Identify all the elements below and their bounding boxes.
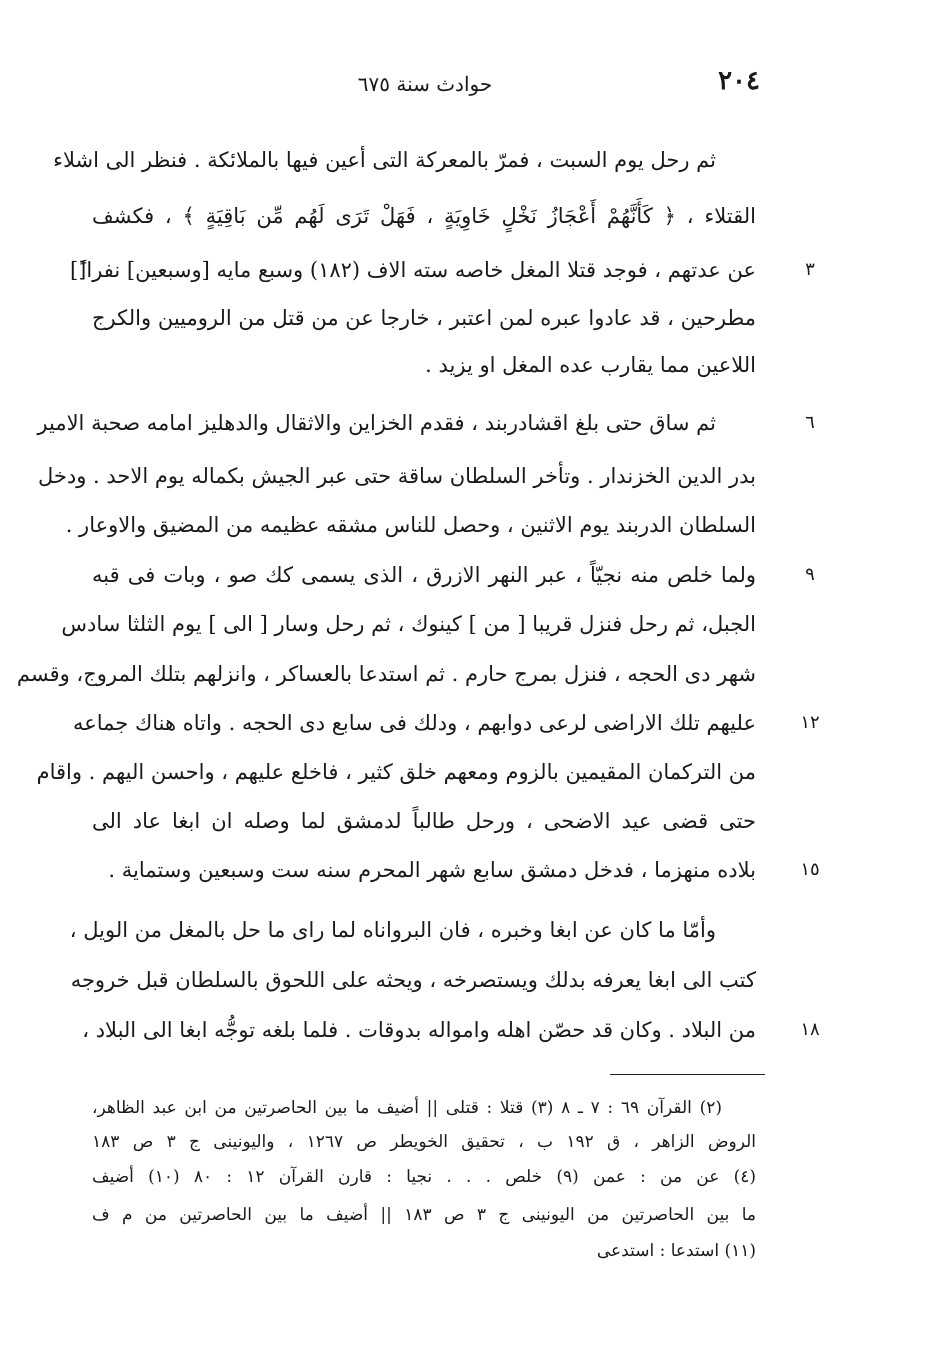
body-line: من البلاد . وكان قد حصّن اهله وامواله بدوقات . فلما بلغه توجُّه ابغا الى البلاد ، <box>82 1018 756 1042</box>
body-line: اللاعين مما يقارب عده المغل او يزيد . <box>425 353 756 377</box>
body-line: القتلاء ، ﴿ كَأَنَّهُمْ أَعْجَازُ نَخْلٍ خَاوِيَةٍ ، فَهَلْ تَرَى لَهُم مِّن بَاقِيَةٍ ﴾ ، فكشف <box>92 204 756 228</box>
footnote-line: (١١) استدعا : استدعى <box>596 1241 756 1261</box>
running-title: حوادث سنة ٦٧٥ <box>357 72 493 96</box>
page-header <box>90 66 760 106</box>
body-line: ولما خلص منه نجيّاً ، عبر النهر الازرق ، الذى يسمى كك صو ، وبات فى قبه <box>92 563 756 587</box>
line-number: ١٨ <box>800 1019 820 1040</box>
line-number: ٦ <box>805 412 815 433</box>
body-line: الجبل، ثم رحل فنزل قريبا [ من ] كينوك ، ثم رحل وسار [ الى ] يوم الثلثا سادس <box>61 612 756 636</box>
body-line: ثم رحل يوم السبت ، فمرّ بالمعركة التى أعين فيها بالملائكة . فنظر الى اشلاء <box>53 148 716 172</box>
footnote-line: الروض الزاهر ، ق ١٩٢ ب ، تحقيق الخويطر ص ١٢٦٧ ، واليونينى ج ٣ ص ١٨٣ <box>92 1132 757 1152</box>
body-line: بلاده منهزما ، فدخل دمشق سابع شهر المحرم سنه ست وسبعين وستماية . <box>108 858 756 882</box>
body-line: بدر الدين الخزندار . وتأخر السلطان ساقة حتى عبر الجيش بكماله يوم الاحد . ودخل <box>37 464 756 488</box>
body-line: من التركمان المقيمين بالزوم ومعهم خلق كثير ، فاخلع عليهم ، واحسن اليهم . واقام <box>36 760 756 784</box>
line-number: ١٥ <box>800 859 820 880</box>
body-line: عليهم تلك الاراضى لرعى دوابهم ، ودلك فى سابع دى الحجه . واتاه هناك جماعه <box>72 711 756 735</box>
body-line: حتى قضى عيد الاضحى ، ورحل طالباً لدمشق لما وصله ان ابغا عاد الى <box>92 809 756 833</box>
line-number: ٣ <box>805 259 815 280</box>
body-line: شهر دى الحجه ، فنزل بمرج حارم . ثم استدعا بالعساكر ، وانزلهم بتلك المروج، وقسم <box>16 662 756 686</box>
footnote-line: (٢) القرآن ٦٩ : ٧ ـ ٨ (٣) قتلا : قتلى || أضيف ما بين الحاصرتين من ابن عبد الظاهر، <box>92 1098 722 1118</box>
body-line: كتب الى ابغا يعرفه بدلك ويستصرخه ، ويحثه على اللحوق بالسلطان قبل خروجه <box>70 968 756 992</box>
body-line: السلطان الدربند يوم الاثنين ، وحصل للناس مشقه عظيمه من المضيق والاوعار . <box>65 513 756 537</box>
body-line: مطرحين ، قد عادوا عبره لمن اعتبر ، خارجا عن من قتل من الروميين والكرج <box>92 306 756 330</box>
line-number: ٩ <box>805 564 815 585</box>
footnote-separator <box>610 1074 765 1075</box>
line-number: ١٢ <box>800 712 820 733</box>
body-line: وأمّا ما كان عن ابغا وخبره ، فان البرواناه لما راى ما حل بالمغل من الويل ، <box>69 918 716 942</box>
page-number: ٢٠٤ <box>718 66 760 96</box>
footnote-line: ما بين الحاصرتين من اليونينى ج ٣ ص ١٨٣ || أضيف ما بين الحاصرتين من م ف <box>92 1205 756 1225</box>
footnote-line: (٤) عن من : عمن (٩) خلص . . . نجيا : قارن القرآن ١٢ : ٨٠ (١٠) أضيف <box>92 1167 756 1187</box>
body-line: عن عدتهم ، فوجد قتلا المغل خاصه سته الاف (١٨٢) وسبع مايه [وسبعين] نفرا[ً] <box>69 258 756 282</box>
body-line: ثم ساق حتى بلغ اقشادربند ، فقدم الخزاين والاثقال والدهليز امامه صحبة الامير <box>37 411 716 435</box>
